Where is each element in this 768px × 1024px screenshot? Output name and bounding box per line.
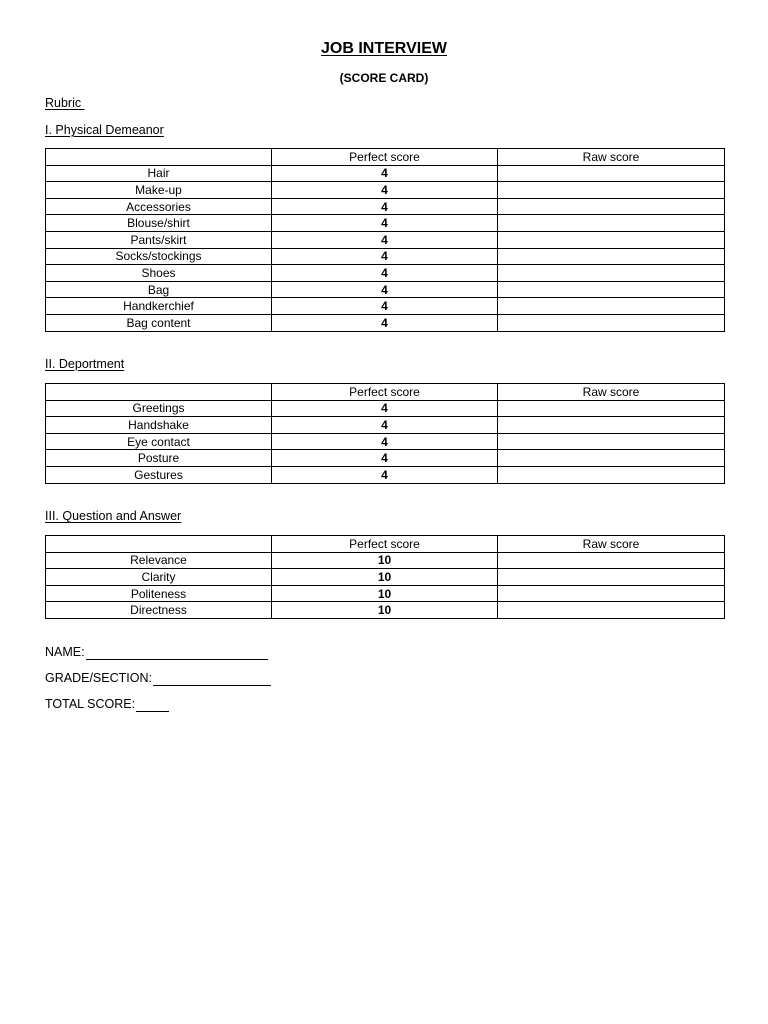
criterion-cell: Relevance — [46, 552, 272, 569]
criterion-cell: Accessories — [46, 198, 272, 215]
document-title: JOB INTERVIEW — [321, 40, 447, 57]
table-row — [46, 417, 725, 434]
raw-score-column-header: Raw score — [498, 149, 725, 166]
raw-score-cell[interactable] — [498, 265, 725, 282]
table-row — [46, 585, 725, 602]
criterion-cell: Bag content — [46, 314, 272, 331]
perfect-score-column-header: Perfect score — [272, 384, 498, 401]
table-row — [46, 248, 725, 265]
perfect-score-cell: 4 — [272, 400, 498, 417]
table-row — [46, 466, 725, 483]
section-heading-physical-demeanor: I. Physical Demeanor — [45, 123, 164, 137]
name-blank-line[interactable] — [86, 647, 268, 660]
raw-score-cell[interactable] — [498, 450, 725, 467]
criterion-cell: Blouse/shirt — [46, 215, 272, 232]
raw-score-cell[interactable] — [498, 198, 725, 215]
raw-score-cell[interactable] — [498, 314, 725, 331]
criterion-cell: Pants/skirt — [46, 231, 272, 248]
raw-score-cell[interactable] — [498, 281, 725, 298]
raw-score-cell[interactable] — [498, 585, 725, 602]
criterion-column-header — [46, 384, 272, 401]
table-row — [46, 165, 725, 182]
raw-score-cell[interactable] — [498, 569, 725, 586]
perfect-score-cell: 4 — [272, 165, 498, 182]
table-header-row — [46, 149, 725, 166]
criterion-cell: Hair — [46, 165, 272, 182]
criterion-cell: Greetings — [46, 400, 272, 417]
total-score-label: TOTAL SCORE: — [45, 697, 136, 711]
table-row — [46, 215, 725, 232]
table-row — [46, 265, 725, 282]
criterion-cell: Handshake — [46, 417, 272, 434]
raw-score-cell[interactable] — [498, 466, 725, 483]
table-row — [46, 281, 725, 298]
grade-section-label: GRADE/SECTION: — [45, 671, 152, 685]
perfect-score-column-header: Perfect score — [272, 149, 498, 166]
perfect-score-cell: 4 — [272, 281, 498, 298]
table-row — [46, 182, 725, 199]
total-score-field — [45, 697, 169, 712]
raw-score-cell[interactable] — [498, 602, 725, 619]
rubric-label: Rubric — [45, 96, 85, 110]
criterion-cell: Politeness — [46, 585, 272, 602]
perfect-score-cell: 4 — [272, 182, 498, 199]
table-row — [46, 569, 725, 586]
perfect-score-cell: 4 — [272, 215, 498, 232]
perfect-score-cell: 4 — [272, 198, 498, 215]
raw-score-cell[interactable] — [498, 400, 725, 417]
table-row — [46, 314, 725, 331]
criterion-cell: Bag — [46, 281, 272, 298]
raw-score-cell[interactable] — [498, 182, 725, 199]
raw-score-cell[interactable] — [498, 231, 725, 248]
perfect-score-cell: 4 — [272, 265, 498, 282]
perfect-score-cell: 4 — [272, 417, 498, 434]
table-row — [46, 400, 725, 417]
criterion-column-header — [46, 536, 272, 553]
grade-section-blank-line[interactable] — [153, 673, 271, 686]
criterion-cell: Eye contact — [46, 433, 272, 450]
table-row — [46, 602, 725, 619]
perfect-score-cell: 4 — [272, 248, 498, 265]
criterion-cell: Make-up — [46, 182, 272, 199]
perfect-score-cell: 4 — [272, 450, 498, 467]
document-subtitle: (SCORE CARD) — [339, 71, 429, 85]
perfect-score-cell: 4 — [272, 231, 498, 248]
table-row — [46, 231, 725, 248]
raw-score-cell[interactable] — [498, 433, 725, 450]
criterion-cell: Clarity — [46, 569, 272, 586]
perfect-score-cell: 4 — [272, 433, 498, 450]
raw-score-cell[interactable] — [498, 298, 725, 315]
criterion-cell: Directness — [46, 602, 272, 619]
perfect-score-cell: 4 — [272, 466, 498, 483]
raw-score-column-header: Raw score — [498, 384, 725, 401]
raw-score-column-header: Raw score — [498, 536, 725, 553]
table-row — [46, 198, 725, 215]
perfect-score-cell: 4 — [272, 298, 498, 315]
criterion-column-header — [46, 149, 272, 166]
table-row — [46, 298, 725, 315]
table-row — [46, 450, 725, 467]
deportment-table — [45, 383, 725, 484]
raw-score-cell[interactable] — [498, 417, 725, 434]
raw-score-cell[interactable] — [498, 165, 725, 182]
question-and-answer-table — [45, 535, 725, 619]
table-row — [46, 552, 725, 569]
perfect-score-cell: 10 — [272, 602, 498, 619]
raw-score-cell[interactable] — [498, 552, 725, 569]
perfect-score-cell: 10 — [272, 585, 498, 602]
raw-score-cell[interactable] — [498, 215, 725, 232]
criterion-cell: Shoes — [46, 265, 272, 282]
physical-demeanor-table — [45, 148, 725, 332]
total-score-blank-line[interactable] — [136, 699, 169, 712]
name-label: NAME: — [45, 645, 85, 659]
criterion-cell: Posture — [46, 450, 272, 467]
grade-section-field — [45, 671, 271, 686]
name-field — [45, 645, 268, 660]
criterion-cell: Handkerchief — [46, 298, 272, 315]
perfect-score-cell: 10 — [272, 569, 498, 586]
perfect-score-column-header: Perfect score — [272, 536, 498, 553]
table-header-row — [46, 536, 725, 553]
section-heading-deportment: II. Deportment — [45, 357, 125, 371]
criterion-cell: Gestures — [46, 466, 272, 483]
raw-score-cell[interactable] — [498, 248, 725, 265]
section-heading-question-and-answer: III. Question and Answer — [45, 509, 182, 523]
perfect-score-cell: 4 — [272, 314, 498, 331]
perfect-score-cell: 10 — [272, 552, 498, 569]
table-header-row — [46, 384, 725, 401]
criterion-cell: Socks/stockings — [46, 248, 272, 265]
table-row — [46, 433, 725, 450]
